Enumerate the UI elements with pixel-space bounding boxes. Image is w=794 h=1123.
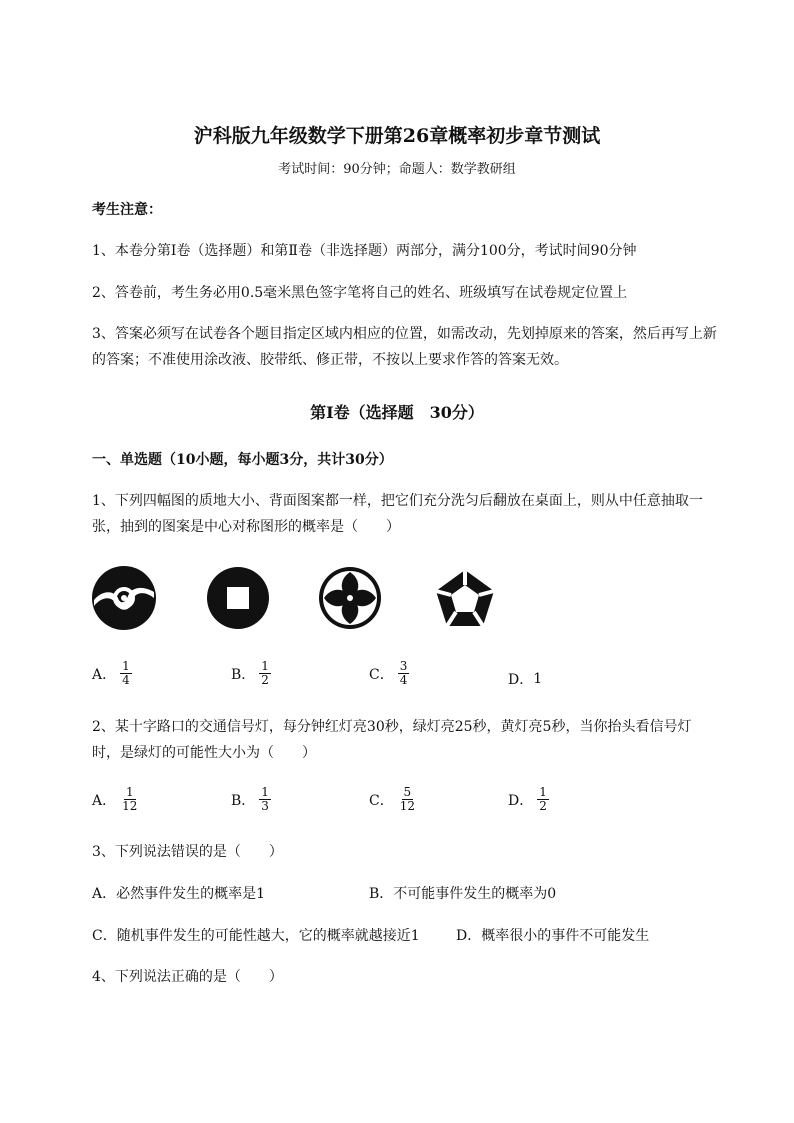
q2-option-a[interactable]: A． $\frac{1}{12}$ [92,785,138,813]
yin-yang-wave-icon [92,566,156,630]
fraction: $\frac{1}{3}$ [261,785,269,813]
q2-option-d[interactable]: D． $\frac{1}{2}$ [508,785,547,813]
fraction: $\frac{1}{4}$ [122,659,130,687]
q3-option-a[interactable]: A．必然事件发生的概率是1 [92,886,266,902]
q1-stem-line1: 1、下列四幅图的质地大小、背面图案都一样，把它们充分洗匀后翻放在桌面上，则从中任意抽取一 [92,493,703,509]
pentagon-ring-icon [434,568,496,630]
q1-stem-line2: 张，抽到的图案是中心对称图形的概率是（ ） [92,519,400,535]
q1-option-d[interactable]: D． 1 [508,671,543,688]
fraction: $\frac{3}{4}$ [399,659,408,687]
notice-item-1: 1、本卷分第Ⅰ卷（选择题）和第Ⅱ卷（非选择题）两部分，满分100分，考试时间90分钟 [92,243,637,259]
four-petal-circle-icon [318,566,382,630]
notice-heading: 考生注意： [92,202,162,218]
coin-square-hole-icon [206,566,270,630]
notice-item-3-line1: 3、答案必须写在试卷各个题目指定区域内相应的位置，如需改动，先划掉原来的答案，然后再写上新 [92,326,717,342]
q3-option-d[interactable]: D．概率很小的事件不可能发生 [456,928,650,944]
fraction: $\frac{1}{12}$ [122,785,138,813]
notice-item-3-line2: 的答案；不准使用涂改液、胶带纸、修正带，不按以上要求作答的答案无效。 [92,352,568,368]
fraction: $\frac{1}{2}$ [539,785,547,813]
q4-stem: 4、下列说法正确的是（ ） [92,969,283,985]
q1-option-c[interactable]: C． $\frac{3}{4}$ [369,659,408,687]
q2-stem-line2: 时，是绿灯的可能性大小为（ ） [92,745,316,761]
part-heading: 一、单选题（10小题，每小题3分，共计30分） [92,452,393,468]
q3-stem: 3、下列说法错误的是（ ） [92,844,283,860]
page-title: 沪科版九年级数学下册第26章概率初步章节测试 [193,125,601,147]
q3-option-c[interactable]: C．随机事件发生的可能性越大，它的概率就越接近1 [92,928,420,944]
fraction: $\frac{1}{2}$ [261,659,269,687]
q1-option-b[interactable]: B． $\frac{1}{2}$ [231,659,269,687]
q1-option-a[interactable]: A． $\frac{1}{4}$ [92,659,130,687]
section-heading: 第Ⅰ卷（选择题 30分） [310,403,484,422]
notice-item-2: 2、答卷前，考生务必用0.5毫米黑色签字笔将自己的姓名、班级填写在试卷规定位置上 [92,285,628,301]
q2-option-b[interactable]: B． $\frac{1}{3}$ [231,785,269,813]
q2-option-c[interactable]: C． $\frac{5}{12}$ [369,785,415,813]
fraction: $\frac{5}{12}$ [399,785,415,813]
q3-option-b[interactable]: B．不可能事件发生的概率为0 [369,886,557,902]
exam-info: 考试时间：90分钟；命题人：数学教研组 [278,162,516,177]
q2-stem-line1: 2、某十字路口的交通信号灯，每分钟红灯亮30秒，绿灯亮25秒，黄灯亮5秒，当你抬头看信号灯 [92,719,692,735]
